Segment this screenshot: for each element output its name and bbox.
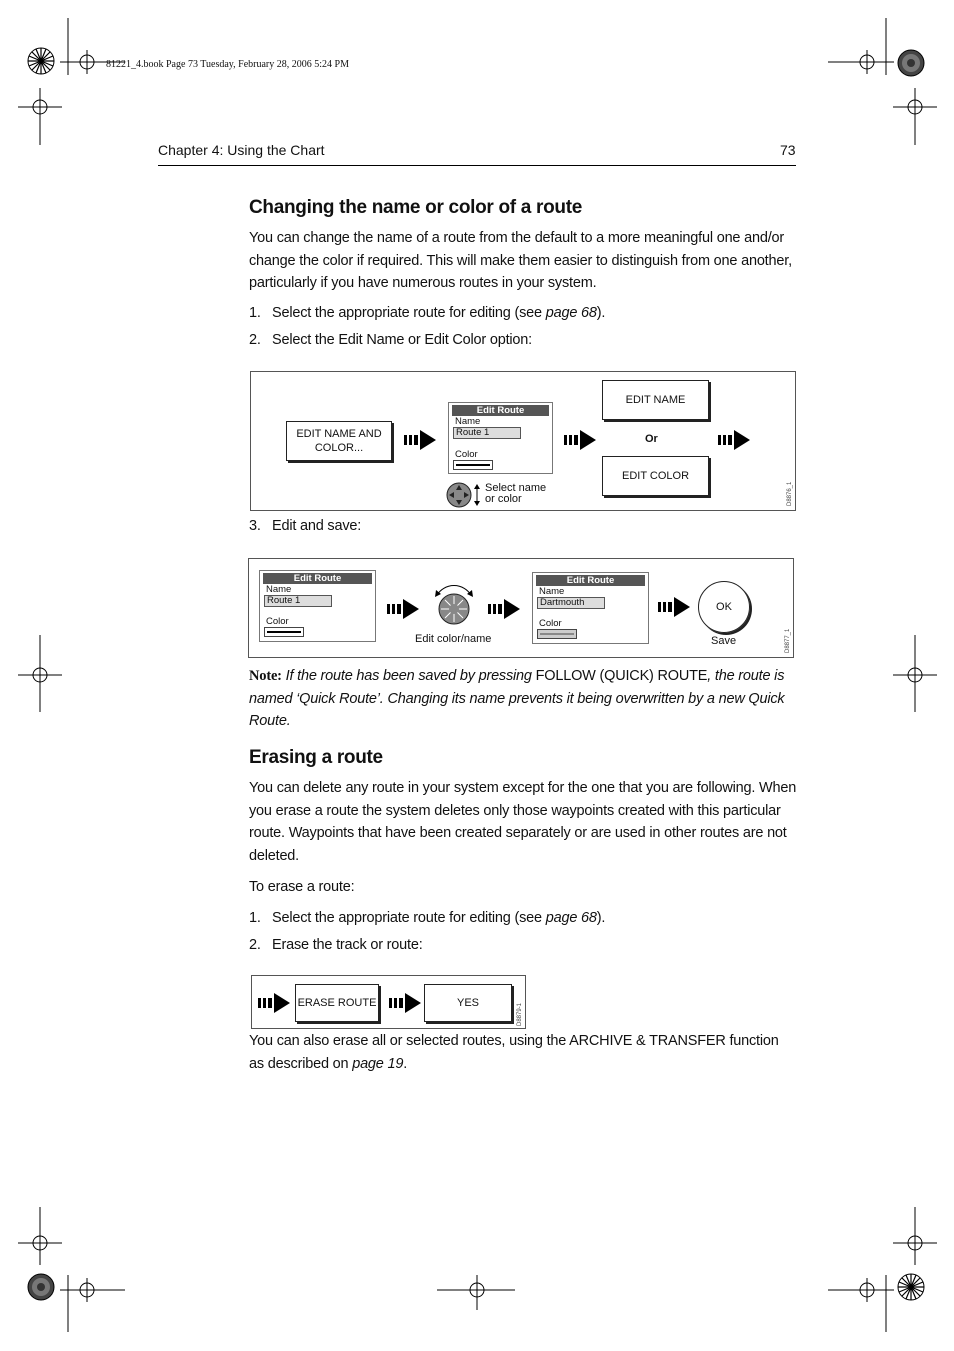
edit-route-panel-before: Edit Route Name Route 1 Color bbox=[259, 570, 376, 642]
arrow-right-icon bbox=[564, 430, 596, 450]
edit-name-and-color-softkey[interactable]: EDIT NAME AND COLOR... bbox=[286, 421, 392, 461]
route-color-swatch[interactable] bbox=[264, 627, 304, 637]
route-color-swatch[interactable] bbox=[453, 460, 493, 470]
page-link[interactable]: page 68 bbox=[545, 910, 597, 926]
route-name-field[interactable]: Route 1 bbox=[453, 427, 521, 439]
edit-route-panel-after: Edit Route Name Dartmouth Color bbox=[532, 572, 649, 644]
figure-erase-route bbox=[251, 975, 526, 1029]
edit-name-softkey[interactable]: EDIT NAME bbox=[602, 380, 709, 420]
step-2: 2. Select the Edit Name or Edit Color option: bbox=[249, 332, 532, 348]
erase-outro: You can also erase all or selected routes, using the ARCHIVE & TRANSFER function as described on page 19. bbox=[249, 1033, 779, 1072]
edit-color-softkey[interactable]: EDIT COLOR bbox=[602, 456, 709, 496]
arrow-right-icon bbox=[404, 430, 436, 450]
page-link[interactable]: page 19 bbox=[352, 1055, 404, 1072]
header-rule bbox=[158, 165, 796, 166]
edit-route-panel: Edit Route Name Route 1 Color bbox=[448, 402, 553, 474]
intro-paragraph: You can change the name of a route from the default to a more meaningful one and/or change the color if required. This will make them easier to distinguish from one another, particularly if you have numerous routes in your system. bbox=[249, 230, 792, 291]
figure-id: D8876_1 bbox=[787, 481, 793, 506]
route-color-swatch[interactable] bbox=[537, 629, 577, 639]
section-title-erasing: Erasing a route bbox=[249, 747, 383, 768]
trackpad-icon bbox=[446, 482, 472, 508]
figure-edit-name-color bbox=[250, 371, 796, 511]
note: Note: If the route has been saved by pressing FOLLOW (QUICK) ROUTE, the route is named ‘Quick Route’. Changing its name prevents it being overwritten by a new Quick Route. bbox=[249, 668, 785, 729]
route-name-field[interactable]: Route 1 bbox=[264, 595, 332, 607]
rotary-caption: Edit color/name bbox=[415, 633, 492, 645]
arrow-right-icon bbox=[389, 993, 421, 1013]
arrow-right-icon bbox=[258, 993, 290, 1013]
select-caption: Select name or color bbox=[485, 482, 547, 505]
step-1: 1. Select the appropriate route for editing (see page 68). bbox=[249, 305, 606, 321]
up-down-arrow-icon bbox=[473, 484, 481, 506]
arrow-right-icon bbox=[718, 430, 750, 450]
print-info: 81221_4.book Page 73 Tuesday, February 28, 2006 5:24 PM bbox=[106, 59, 349, 70]
save-caption: Save bbox=[711, 635, 737, 647]
arrow-right-icon bbox=[488, 599, 520, 619]
step-3: 3. Edit and save: bbox=[249, 518, 362, 534]
erase-step-2: 2. Erase the track or route: bbox=[249, 937, 423, 953]
page-link[interactable]: page 68 bbox=[545, 305, 597, 321]
figure-edit-and-save bbox=[248, 558, 794, 658]
chapter-title: Chapter 4: Using the Chart bbox=[158, 142, 325, 158]
erase-lead: To erase a route: bbox=[249, 879, 355, 895]
erase-intro-paragraph: You can delete any route in your system except for the one that you are following. When you erase a route the system deletes only those waypoints created with this particular route. Waypoints that have been created separately or are used in other routes are not deleted. bbox=[249, 780, 797, 864]
ok-button[interactable]: OK bbox=[698, 581, 750, 633]
arrow-right-icon bbox=[387, 599, 419, 619]
figure-id: D8877_1 bbox=[785, 628, 791, 653]
figure-id: D8879-1 bbox=[517, 1002, 523, 1026]
or-label: Or bbox=[645, 433, 658, 445]
erase-route-softkey[interactable]: ERASE ROUTE bbox=[295, 984, 379, 1022]
page-number: 73 bbox=[780, 142, 796, 158]
arrow-right-icon bbox=[658, 597, 690, 617]
follow-quick-route-key: FOLLOW (QUICK) ROUTE bbox=[535, 668, 708, 684]
yes-softkey[interactable]: YES bbox=[424, 984, 512, 1022]
rotary-control-icon bbox=[431, 583, 477, 629]
route-name-field[interactable]: Dartmouth bbox=[537, 597, 605, 609]
erase-step-1: 1. Select the appropriate route for editing (see page 68). bbox=[249, 910, 606, 926]
section-title-change-name: Changing the name or color of a route bbox=[249, 197, 583, 218]
